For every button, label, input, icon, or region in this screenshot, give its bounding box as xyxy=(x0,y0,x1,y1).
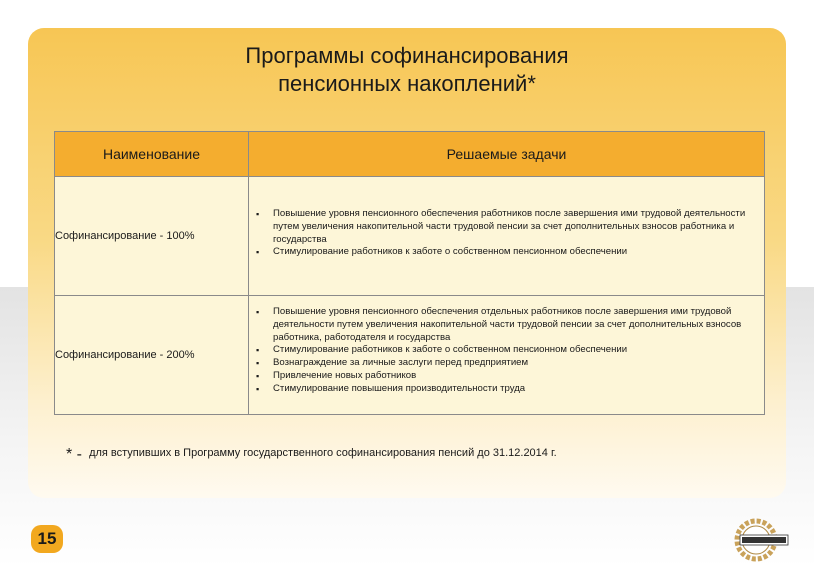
table-row xyxy=(55,296,765,415)
header-tasks: Решаемые задачи xyxy=(249,132,765,177)
task-text: Стимулирование работников к заботе о собственном пенсионном обеспечении xyxy=(273,246,628,258)
title-line-1: Программы софинансирования xyxy=(245,43,569,68)
task-text: Повышение уровня пенсионного обеспечения отдельных работников после завершения ими трудовой деятельности путем увеличения накопительной части трудовой пенсии за счет дополнительных взносов работника, работодателя и государства xyxy=(273,306,742,343)
bullet-icon: ▪ xyxy=(256,307,260,317)
bullet-icon: ▪ xyxy=(256,247,260,258)
task-text: Стимулирование работников к заботе о собственном пенсионном обеспечении xyxy=(273,344,628,356)
task-item xyxy=(249,383,764,396)
bullet-icon: ▪ xyxy=(256,383,260,394)
header-name: Наименование xyxy=(55,132,249,177)
table-header-row xyxy=(55,132,765,177)
program-tasks xyxy=(249,296,765,415)
task-item xyxy=(249,357,764,370)
programs-table xyxy=(54,131,765,415)
task-text: Повышение уровня пенсионного обеспечения работников после завершения ими трудовой деятельности путем увеличения накопительной части трудовой пенсии за счет дополнительных взносов работника и государства xyxy=(273,208,746,245)
task-item xyxy=(249,370,764,383)
table-row xyxy=(55,177,765,296)
task-item xyxy=(249,246,764,259)
program-tasks xyxy=(249,177,765,296)
task-item xyxy=(249,344,764,357)
bullet-icon: ▪ xyxy=(256,209,260,219)
program-name: Софинансирование - 100% xyxy=(55,177,249,296)
page-title xyxy=(28,42,786,98)
program-name: Софинансирование - 200% xyxy=(55,296,249,415)
task-item xyxy=(249,306,764,344)
footnote-text: для вступивших в Программу государственного софинансирования пенсий до 31.12.2014 г. xyxy=(89,447,557,459)
title-line-2: пенсионных накоплений* xyxy=(278,71,536,96)
bullet-icon: ▪ xyxy=(256,358,260,369)
bullet-icon: ▪ xyxy=(256,345,260,356)
footnote-mark: * - xyxy=(66,446,82,463)
company-logo-icon xyxy=(732,516,792,564)
task-text: Вознаграждение за личные заслуги перед предприятием xyxy=(273,357,529,369)
task-text: Стимулирование повышения производительности труда xyxy=(273,382,526,394)
task-text: Привлечение новых работников xyxy=(273,369,417,381)
task-item xyxy=(249,208,764,246)
footnote xyxy=(66,446,557,464)
page-number-badge: 15 xyxy=(31,525,63,553)
bullet-icon: ▪ xyxy=(256,370,260,381)
